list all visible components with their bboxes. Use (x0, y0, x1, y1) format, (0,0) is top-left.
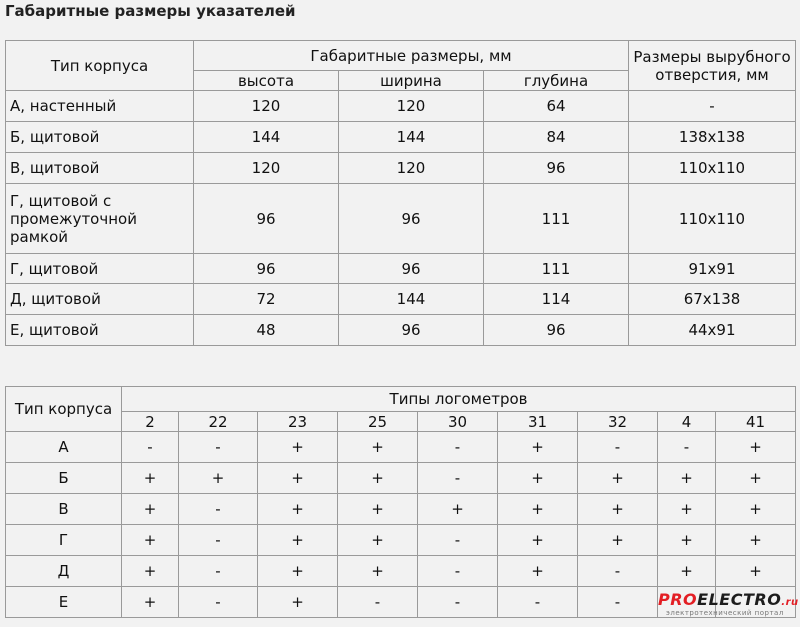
cutout-cell: 110x110 (629, 153, 796, 184)
width-cell: 120 (339, 153, 484, 184)
header-case-type: Тип корпуса (6, 41, 194, 91)
logometer-type-header: 23 (258, 412, 338, 432)
cutout-cell: - (629, 91, 796, 122)
table-row (6, 432, 796, 463)
logometer-type-header: 4 (658, 412, 716, 432)
compatibility-cell: + (716, 556, 796, 587)
height-cell: 48 (194, 315, 339, 346)
compatibility-cell: + (498, 525, 578, 556)
logometer-type-row (6, 412, 796, 432)
case-type-cell: Д (6, 556, 122, 587)
compatibility-cell: + (122, 556, 179, 587)
header-cutout: Размеры вырубного отверстия, мм (629, 41, 796, 91)
compatibility-cell: - (179, 587, 258, 618)
depth-cell: 111 (484, 184, 629, 254)
compatibility-cell: + (418, 494, 498, 525)
case-type-cell: Д, щитовой (6, 284, 194, 315)
compatibility-cell: - (179, 525, 258, 556)
compatibility-cell: + (258, 556, 338, 587)
case-type-cell: Г (6, 525, 122, 556)
height-cell: 96 (194, 254, 339, 284)
case-type-cell: В (6, 494, 122, 525)
table-row (6, 184, 796, 254)
compatibility-cell: + (658, 525, 716, 556)
height-cell: 144 (194, 122, 339, 153)
logometer-type-header: 2 (122, 412, 179, 432)
header-depth: глубина (484, 71, 629, 91)
compatibility-cell: - (498, 587, 578, 618)
compatibility-cell: + (498, 494, 578, 525)
logometer-type-header: 32 (578, 412, 658, 432)
compatibility-cell: - (418, 525, 498, 556)
logometer-type-header: 22 (179, 412, 258, 432)
depth-cell: 96 (484, 315, 629, 346)
width-cell: 96 (339, 254, 484, 284)
table-row (6, 525, 796, 556)
compatibility-cell: + (498, 556, 578, 587)
table-row (6, 91, 796, 122)
case-type-cell: А (6, 432, 122, 463)
case-type-cell: Б (6, 463, 122, 494)
compatibility-cell: - (578, 556, 658, 587)
height-cell: 72 (194, 284, 339, 315)
header-width: ширина (339, 71, 484, 91)
compatibility-cell: - (578, 587, 658, 618)
compatibility-cell: + (338, 525, 418, 556)
table-row (6, 494, 796, 525)
compatibility-cell: + (258, 494, 338, 525)
compatibility-cell: + (258, 432, 338, 463)
depth-cell: 114 (484, 284, 629, 315)
depth-cell: 111 (484, 254, 629, 284)
logometer-type-header: 31 (498, 412, 578, 432)
height-cell: 120 (194, 91, 339, 122)
table-row (6, 284, 796, 315)
page-title: Габаритные размеры указателей (5, 2, 296, 20)
table-row (6, 463, 796, 494)
depth-cell: 84 (484, 122, 629, 153)
compatibility-cell: - (578, 432, 658, 463)
case-type-cell: Б, щитовой (6, 122, 194, 153)
compatibility-cell: + (498, 432, 578, 463)
compatibility-cell: + (258, 525, 338, 556)
compatibility-cell: + (578, 525, 658, 556)
height-cell: 96 (194, 184, 339, 254)
width-cell: 96 (339, 315, 484, 346)
depth-cell: 64 (484, 91, 629, 122)
table-row (6, 122, 796, 153)
compatibility-cell: + (258, 587, 338, 618)
table-row (6, 153, 796, 184)
logometer-type-header: 30 (418, 412, 498, 432)
compatibility-cell: + (338, 432, 418, 463)
compatibility-cell: + (658, 494, 716, 525)
compatibility-cell: + (122, 587, 179, 618)
width-cell: 144 (339, 284, 484, 315)
width-cell: 120 (339, 91, 484, 122)
case-type-cell: Г, щитовой (6, 254, 194, 284)
compatibility-cell: + (122, 494, 179, 525)
logometer-table (5, 386, 799, 618)
compatibility-cell: + (658, 463, 716, 494)
cutout-cell: 44x91 (629, 315, 796, 346)
logo-tagline: электротехнический портал (666, 609, 784, 617)
compatibility-cell: + (716, 463, 796, 494)
case-type-cell: А, настенный (6, 91, 194, 122)
header-logometer-types: Типы логометров (122, 387, 796, 412)
compatibility-cell: - (418, 587, 498, 618)
logometer-type-header: 41 (716, 412, 796, 432)
compatibility-cell: + (578, 463, 658, 494)
table-row (6, 315, 796, 346)
table-row (6, 556, 796, 587)
case-type-cell: Е (6, 587, 122, 618)
logometer-type-header: 25 (338, 412, 418, 432)
compatibility-cell: - (418, 463, 498, 494)
dimensions-table (5, 40, 796, 346)
table-row (6, 254, 796, 284)
cutout-cell: 91x91 (629, 254, 796, 284)
compatibility-cell: + (338, 556, 418, 587)
compatibility-cell: - (179, 556, 258, 587)
header-dimensions: Габаритные размеры, мм (194, 41, 629, 71)
compatibility-cell: - (418, 556, 498, 587)
compatibility-cell: + (658, 556, 716, 587)
width-cell: 96 (339, 184, 484, 254)
compatibility-cell: + (179, 463, 258, 494)
compatibility-cell: + (338, 494, 418, 525)
compatibility-cell: + (122, 463, 179, 494)
compatibility-cell: + (716, 525, 796, 556)
compatibility-cell: - (418, 432, 498, 463)
compatibility-cell: - (658, 432, 716, 463)
case-type-cell: В, щитовой (6, 153, 194, 184)
case-type-cell: Е, щитовой (6, 315, 194, 346)
header-height: высота (194, 71, 339, 91)
compatibility-cell: - (338, 587, 418, 618)
compatibility-cell: + (258, 463, 338, 494)
height-cell: 120 (194, 153, 339, 184)
case-type-cell: Г, щитовой с промежуточной рамкой (6, 184, 194, 254)
cutout-cell: 67x138 (629, 284, 796, 315)
compatibility-cell: + (716, 494, 796, 525)
proelectro-logo: PROELECTRO.ru электротехнический портал (658, 590, 799, 617)
compatibility-cell: - (122, 432, 179, 463)
header-case-type: Тип корпуса (6, 387, 122, 432)
depth-cell: 96 (484, 153, 629, 184)
compatibility-cell: - (179, 494, 258, 525)
compatibility-cell: + (338, 463, 418, 494)
compatibility-cell: + (122, 525, 179, 556)
compatibility-cell: + (716, 432, 796, 463)
compatibility-cell: - (179, 432, 258, 463)
compatibility-cell: + (578, 494, 658, 525)
width-cell: 144 (339, 122, 484, 153)
compatibility-cell: + (498, 463, 578, 494)
cutout-cell: 110x110 (629, 184, 796, 254)
cutout-cell: 138x138 (629, 122, 796, 153)
